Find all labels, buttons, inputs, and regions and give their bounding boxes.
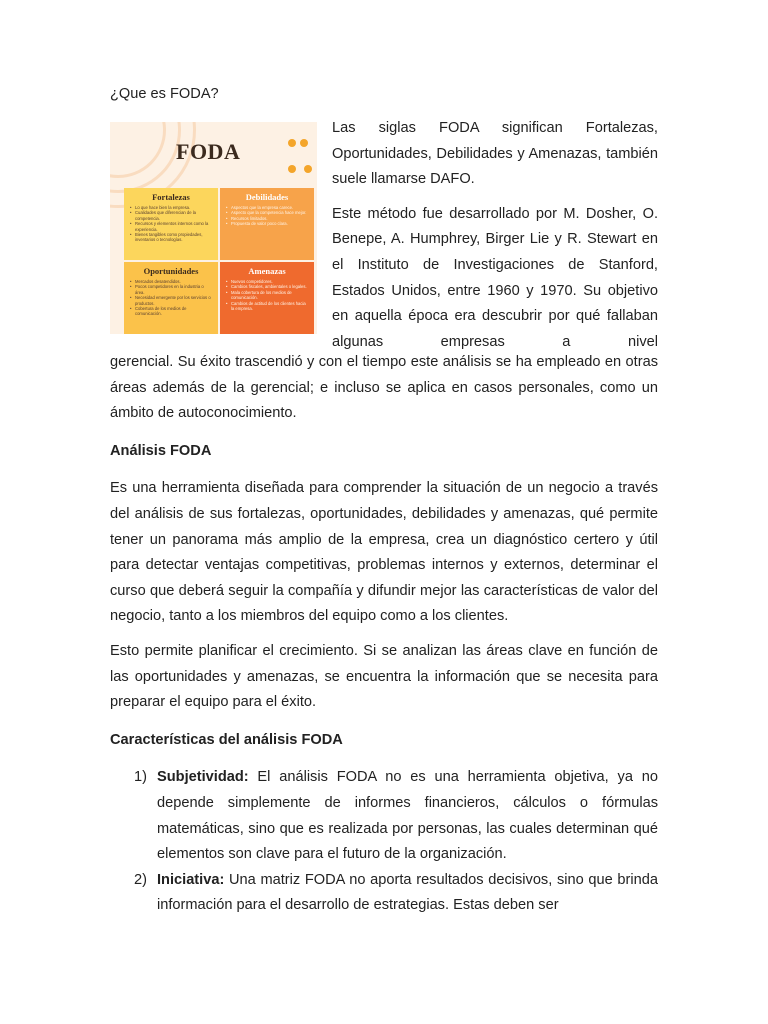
- quadrant-item: • Cobertura de los medios de comunicación.: [135, 306, 213, 317]
- heading-analisis: Análisis FODA: [110, 442, 212, 459]
- list-text: El análisis FODA no es una herramienta objetiva, ya no depende simplemente de informes financieros, cálculos o fórmulas matemáticas, sino que es realizada por personas, las cuales determinan qué elementos son clave para el futuro de la organización.: [157, 769, 658, 863]
- quadrant-item: • Propuesta de valor poco clara.: [231, 221, 309, 226]
- quadrant-amenazas: [220, 262, 314, 334]
- list-term: Subjetividad:: [157, 769, 249, 786]
- quadrant-item: • Mala cobertura de los medios de comunicación.: [231, 290, 309, 301]
- quadrant-fortalezas: [124, 188, 218, 260]
- quadrant-title: Oportunidades: [143, 266, 199, 276]
- list-item: [110, 765, 658, 867]
- quadrant-item: • Necesidad emergente por los servicios o productos.: [135, 295, 213, 306]
- quadrant-item: • Aspecto que la competencia hace mejor.: [231, 210, 309, 215]
- paragraph-siglas: Las siglas FODA significan Fortalezas, Oportunidades, Debilidades y Amenazas, también suele llamarse DAFO.: [332, 120, 658, 188]
- list-term: Iniciativa:: [157, 871, 225, 888]
- paragraph-planificar: Esto permite planificar el crecimiento. Si se analizan las áreas clave en función de las oportunidades y amenazas, se encuentra la información que se necesita para preparar el equipo para el éxito.: [110, 642, 658, 711]
- quadrant-item: • Cualidades que diferencian de la competencia.: [135, 210, 213, 221]
- question-title: ¿Que es FODA?: [110, 86, 219, 102]
- list-number: 2): [134, 871, 147, 888]
- quadrant-item: • Cambios fiscales, ambientales o legales.: [231, 284, 309, 289]
- list-text: Una matriz FODA no aporta resultados decisivos, sino que brinda información para el desarrollo de estrategias. Estas deben ser: [157, 871, 658, 914]
- quadrant-item: • Recursos limitados.: [231, 216, 309, 221]
- main-text: [110, 350, 658, 919]
- foda-infographic: [110, 122, 317, 334]
- quadrant-item: • Cambios de actitud de los clientes hacia la empresa.: [231, 301, 309, 312]
- quadrant-item: • Pocos competidores en la industria o área.: [135, 284, 213, 295]
- characteristics-list: [110, 765, 658, 919]
- quadrant-item: • Recursos y elementos internos como la experiencia.: [135, 221, 213, 232]
- quadrant-item: • Bienes tangibles como propiedades, inventarios o tecnologías.: [135, 232, 213, 243]
- quadrant-title: Fortalezas: [152, 192, 190, 202]
- quadrant-item: • Lo que hace bien la empresa.: [135, 205, 213, 210]
- heading-caracteristicas: Características del análisis FODA: [110, 731, 343, 748]
- quadrant-item: • Mercados desatendidos.: [135, 279, 213, 284]
- list-number: 1): [134, 769, 147, 786]
- quadrant-item: • Nuevos competidores.: [231, 279, 309, 284]
- quadrant-title: Amenazas: [248, 266, 286, 276]
- list-item: [110, 868, 658, 919]
- quadrant-item: • Aspectos que la empresa carece.: [231, 205, 309, 210]
- quadrant-title: Debilidades: [245, 192, 289, 202]
- intro-text-column: [332, 116, 658, 364]
- quadrant-oportunidades: [124, 262, 218, 334]
- paragraph-metodo-lower: gerencial. Su éxito trascendió y con el tiempo este análisis se ha empleado en otras áreas además de la gerencial; e incluso se aplica en casos personales, como un ámbito de autoconocimiento.: [110, 354, 658, 422]
- paragraph-metodo-upper: Este método fue desarrollado por M. Dosher, O. Benepe, A. Humphrey, Birger Lie y R. Stewart en el Instituto de Investigaciones de Stanford, Estados Unidos, entre 1960 y 1970. Su objetivo en aquella época era descubrir por qué fallaban algunas empresas a nivel: [332, 205, 658, 350]
- paragraph-herramienta: Es una herramienta diseñada para comprender la situación de un negocio a través del análisis de sus fortalezas, oportunidades, debilidades y amenazas, qué permite tener un panorama más amplio de la empresa, crea un diagnóstico certero y útil para detectar ventajas competitivas, problemas internos y externos, determinar el curso que deberá seguir la compañía y difundir mejor las características de valor del negocio, tanto a los miembros del equipo como a los clientes.: [110, 480, 658, 625]
- quadrant-debilidades: [220, 188, 314, 260]
- infographic-title: FODA: [176, 139, 241, 164]
